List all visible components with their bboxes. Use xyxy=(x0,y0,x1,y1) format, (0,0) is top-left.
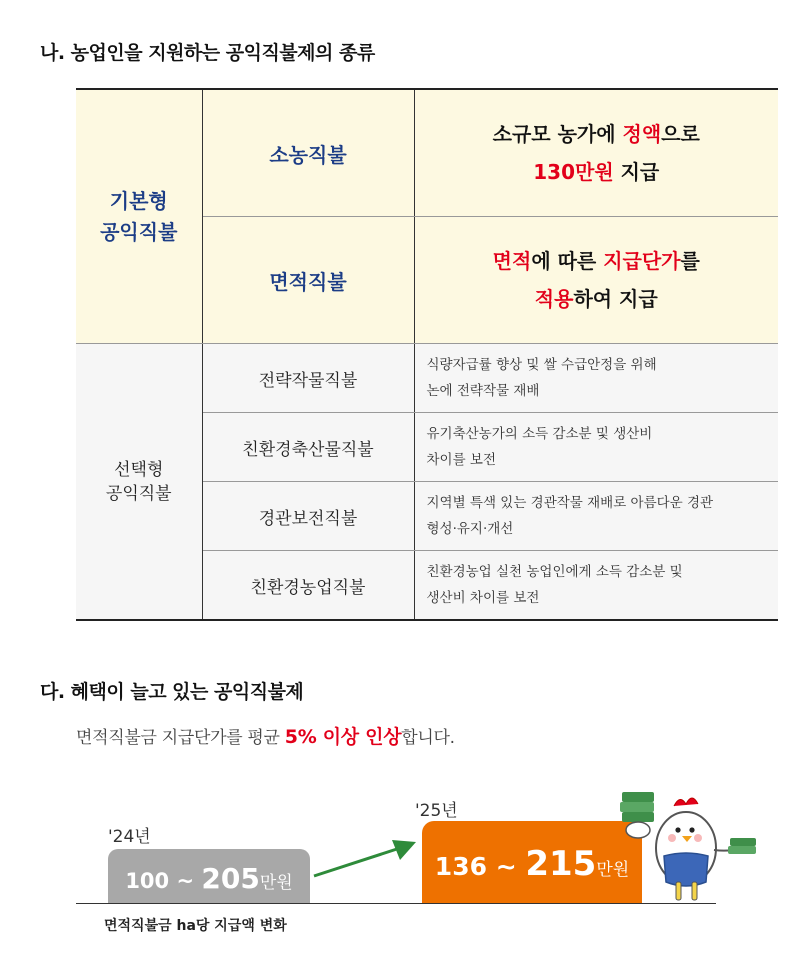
desc-line: 친환경농업 실천 농업인에게 소득 감소분 및 xyxy=(426,564,683,580)
selective-category-line1: 선택형 xyxy=(114,459,164,480)
desc-line: 유기축산농가의 소득 감소분 및 생산비 xyxy=(426,426,653,442)
small-farm-payment-name: 소농직불 xyxy=(202,89,414,217)
desc-text: 를 xyxy=(680,249,700,273)
desc-highlight: 정액 xyxy=(622,122,662,146)
desc-highlight: 130만원 xyxy=(533,160,614,184)
intro-after: 합니다. xyxy=(401,728,455,748)
desc-text: 지급 xyxy=(613,160,660,184)
desc-line: 생산비 차이를 보전 xyxy=(426,590,540,606)
basic-type-category xyxy=(76,89,202,344)
table-row-name: 전략작물직불 xyxy=(202,344,414,413)
basic-category-line1: 기본형 xyxy=(109,188,168,213)
max-value: 205 xyxy=(201,862,260,895)
max-value: 215 xyxy=(525,844,597,884)
small-farm-payment-desc xyxy=(414,89,778,217)
desc-line: 형성·유지·개선 xyxy=(426,521,514,537)
year-label-2025: '25년 xyxy=(415,801,458,821)
table-row-name: 친환경농업직불 xyxy=(202,551,414,621)
intro-text xyxy=(76,722,455,749)
desc-text: 으로 xyxy=(661,122,700,146)
desc-line: 차이를 보전 xyxy=(426,452,496,468)
unit: 만원 xyxy=(596,860,630,880)
desc-text: 소규모 농가에 xyxy=(492,122,623,146)
table-row-name: 경관보전직불 xyxy=(202,482,414,551)
intro-before: 면적직불금 지급단가를 평균 xyxy=(76,728,285,748)
payment-box-2024 xyxy=(108,849,310,903)
desc-highlight: 지급단가 xyxy=(603,249,681,273)
green-arrow-icon xyxy=(312,836,422,882)
table-row-name: 친환경축산물직불 xyxy=(202,413,414,482)
desc-text: 하여 지급 xyxy=(573,287,658,311)
desc-line: 논에 전략작물 재배 xyxy=(426,383,540,399)
payment-box-2025 xyxy=(422,821,642,903)
table-row-desc xyxy=(414,482,778,551)
chart-caption: 면적직불금 ha당 지급액 변화 xyxy=(104,918,287,934)
area-payment-desc xyxy=(414,217,778,344)
desc-highlight: 면적 xyxy=(492,249,532,273)
table-row-desc xyxy=(414,551,778,621)
year-label-2024: '24년 xyxy=(108,827,151,847)
section-title-benefits: 다. 혜택이 늘고 있는 공익직불제 xyxy=(40,681,304,703)
min-value: 100 xyxy=(125,869,170,893)
selective-type-category xyxy=(76,344,202,621)
selective-category-line2: 공익직불 xyxy=(105,483,172,504)
chicken-mascot-icon xyxy=(612,786,762,904)
desc-line: 지역별 특색 있는 경관작물 재배로 아름다운 경관 xyxy=(426,495,714,511)
table-row-desc xyxy=(414,344,778,413)
desc-text: 에 따른 xyxy=(531,249,604,273)
area-payment-name: 면적직불 xyxy=(202,217,414,344)
min-value: 136 xyxy=(434,852,487,881)
range-sep: ~ xyxy=(486,852,526,881)
desc-highlight: 적용 xyxy=(534,287,574,311)
basic-category-line2: 공익직불 xyxy=(100,219,178,244)
table-row-desc xyxy=(414,413,778,482)
unit: 만원 xyxy=(259,873,293,893)
desc-line: 식량자급률 향상 및 쌀 수급안정을 위해 xyxy=(426,357,657,373)
direct-payment-types-table xyxy=(76,88,778,621)
chart-baseline xyxy=(76,903,716,904)
range-sep: ~ xyxy=(169,869,202,893)
section-title-types: 나. 농업인을 지원하는 공익직불제의 종류 xyxy=(40,42,375,64)
intro-highlight: 5% 이상 인상 xyxy=(284,726,402,748)
